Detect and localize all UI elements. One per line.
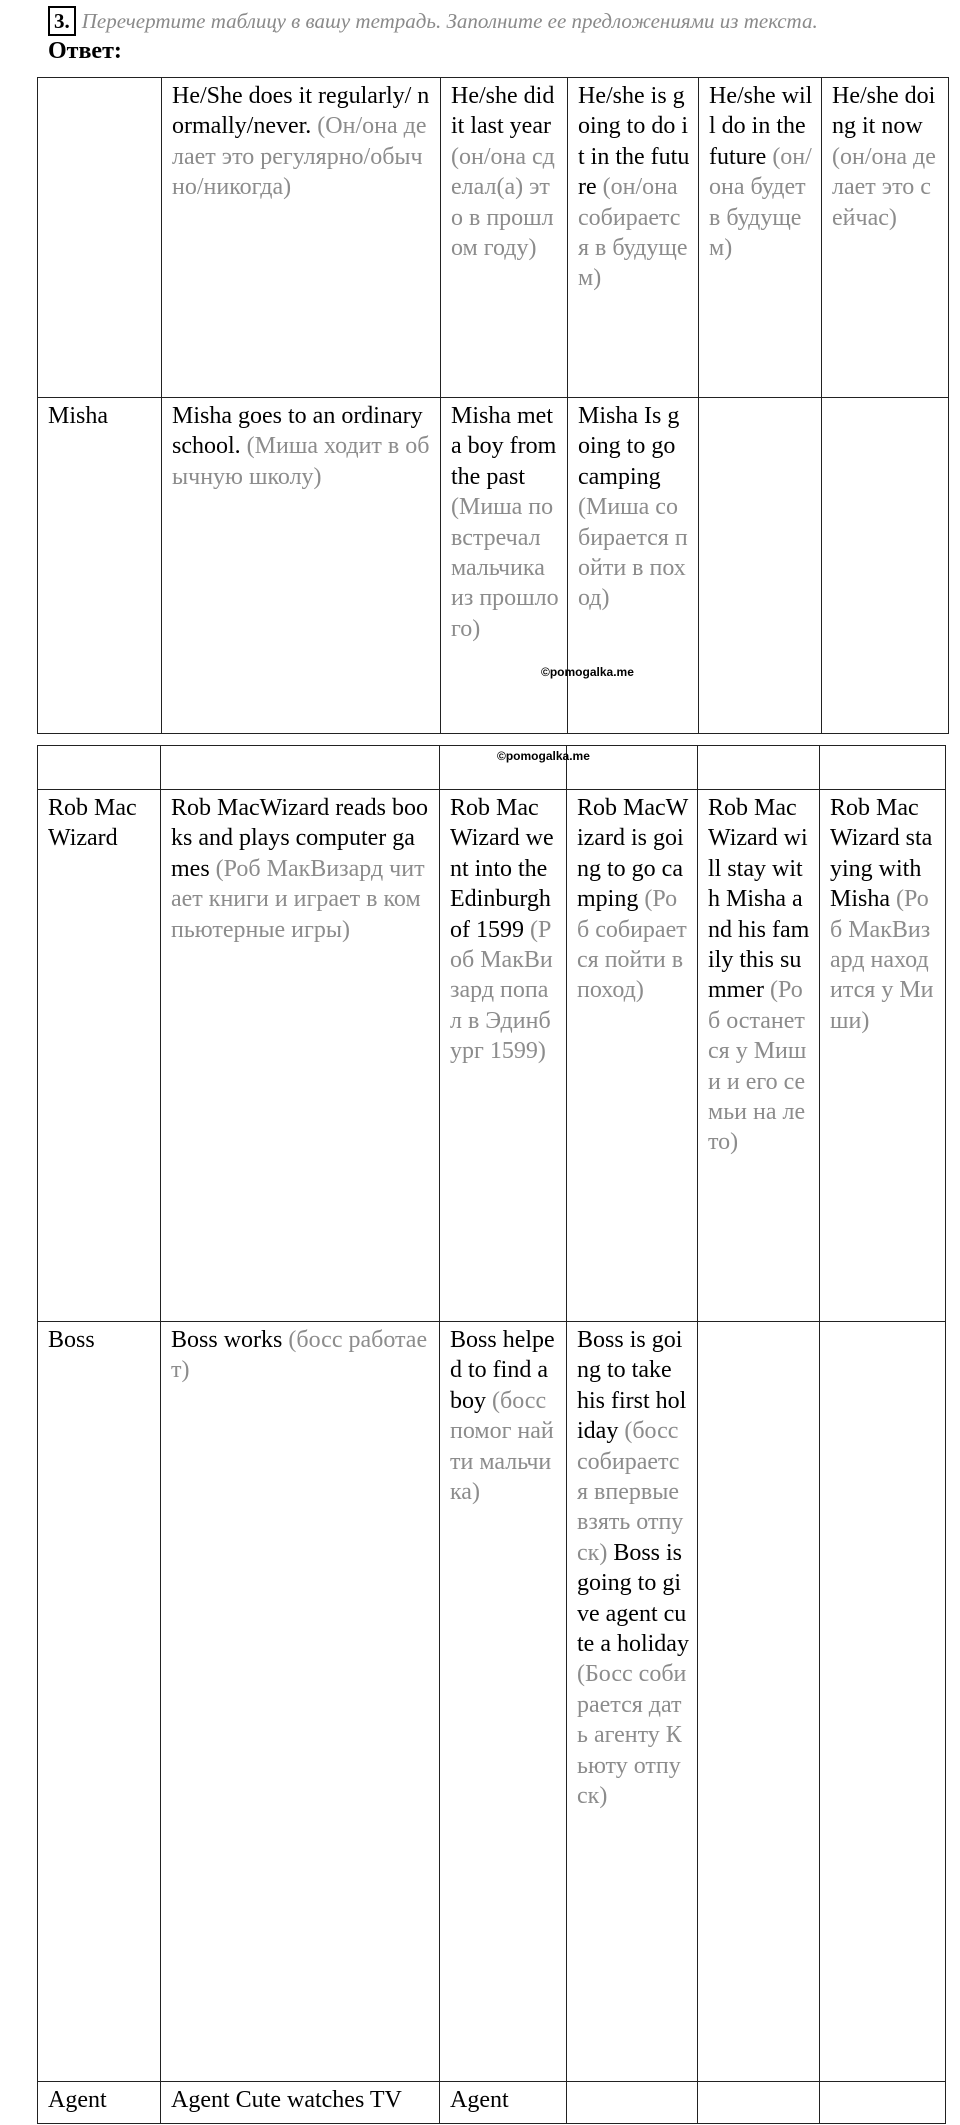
blank-cell [38, 746, 161, 790]
row-label-misha: Misha [38, 398, 162, 734]
row-label-agent: Agent [38, 2082, 161, 2124]
cell-agent-will-do [698, 2082, 820, 2124]
cell-rob-will-do: Rob MacWizard will stay with Misha and his family this summer (Роб останется у Миши и его семьи на лето) [698, 790, 820, 1322]
cell-boss-doing-now [820, 1322, 946, 2082]
header-cell-last-year: He/she did it last year (он/она сделал(а) это в прошлом году) [441, 78, 568, 398]
task-instruction: Перечертите таблицу в вашу тетрадь. Заполните ее предложениями из текста. [81, 9, 818, 33]
header-cell-empty [38, 78, 162, 398]
table-header-row [38, 78, 949, 398]
cell-rob-regularly: Rob MacWizard reads books and plays computer games (Роб МакВизард читает книги и играет в компьютерные игры) [161, 790, 440, 1322]
cell-misha-doing-now [822, 398, 949, 734]
table-row-boss [38, 1322, 946, 2082]
cell-boss-going-to: Boss is going to take his first holiday (босс собирается впервые взять отпуск) Boss is going to give agent cute a holiday (Босс собирается дать агенту Кьюту отпуск) [567, 1322, 698, 2082]
row-label-boss: Boss [38, 1322, 161, 2082]
table-row-agent [38, 2082, 946, 2124]
answer-label: Ответ: [48, 38, 122, 64]
header-cell-regularly: He/She does it regularly/ normally/never. (Он/она делает это регулярно/обычно/никогда) [162, 78, 441, 398]
cell-misha-last-year: Misha met a boy from the past (Миша повстречал мальчика из прошлого) [441, 398, 568, 734]
cell-misha-will-do [699, 398, 822, 734]
header-cell-will-do: He/she will do in the future (он/она будет в будущем) [699, 78, 822, 398]
row-label-rob: Rob MacWizard [38, 790, 161, 1322]
cell-misha-going-to: Misha Is going to go camping (Миша собирается пойти в поход) [568, 398, 699, 734]
cell-boss-will-do [698, 1322, 820, 2082]
watermark: ©pomogalka.me [541, 665, 634, 679]
blank-cell [161, 746, 440, 790]
blank-cell [698, 746, 820, 790]
task-header [48, 4, 938, 64]
cell-misha-regularly: Misha goes to an ordinary school. (Миша ходит в обычную школу) [162, 398, 441, 734]
header-cell-doing-now: He/she doing it now (он/она делает это сейчас) [822, 78, 949, 398]
blank-cell [820, 746, 946, 790]
answer-table-part-2 [37, 745, 946, 2124]
cell-agent-doing-now [820, 2082, 946, 2124]
header-cell-going-to: He/she is going to do it in the future (он/она собирается в будущем) [568, 78, 699, 398]
answer-table-part-1 [37, 77, 949, 734]
table-row-rob [38, 790, 946, 1322]
task-instruction-line [48, 4, 938, 38]
cell-agent-regularly: Agent Cute watches TV [161, 2082, 440, 2124]
cell-agent-going-to [567, 2082, 698, 2124]
cell-rob-going-to: Rob MacWizard is going to go camping (Роб собирается пойти в поход) [567, 790, 698, 1322]
table-blank-row [38, 746, 946, 790]
table-row-misha [38, 398, 949, 734]
cell-rob-doing-now: Rob MacWizard staying with Misha (Роб МакВизард находится у Миши) [820, 790, 946, 1322]
cell-boss-regularly: Boss works (босс работает) [161, 1322, 440, 2082]
cell-boss-last-year: Boss helped to find a boy (босс помог найти мальчика) [440, 1322, 567, 2082]
task-number: 3. [48, 6, 76, 36]
cell-agent-last-year: Agent [440, 2082, 567, 2124]
watermark: ©pomogalka.me [497, 749, 590, 763]
cell-rob-last-year: Rob MacWizard went into the Edinburgh of 1599 (Роб МакВизард попал в Эдинбург 1599) [440, 790, 567, 1322]
